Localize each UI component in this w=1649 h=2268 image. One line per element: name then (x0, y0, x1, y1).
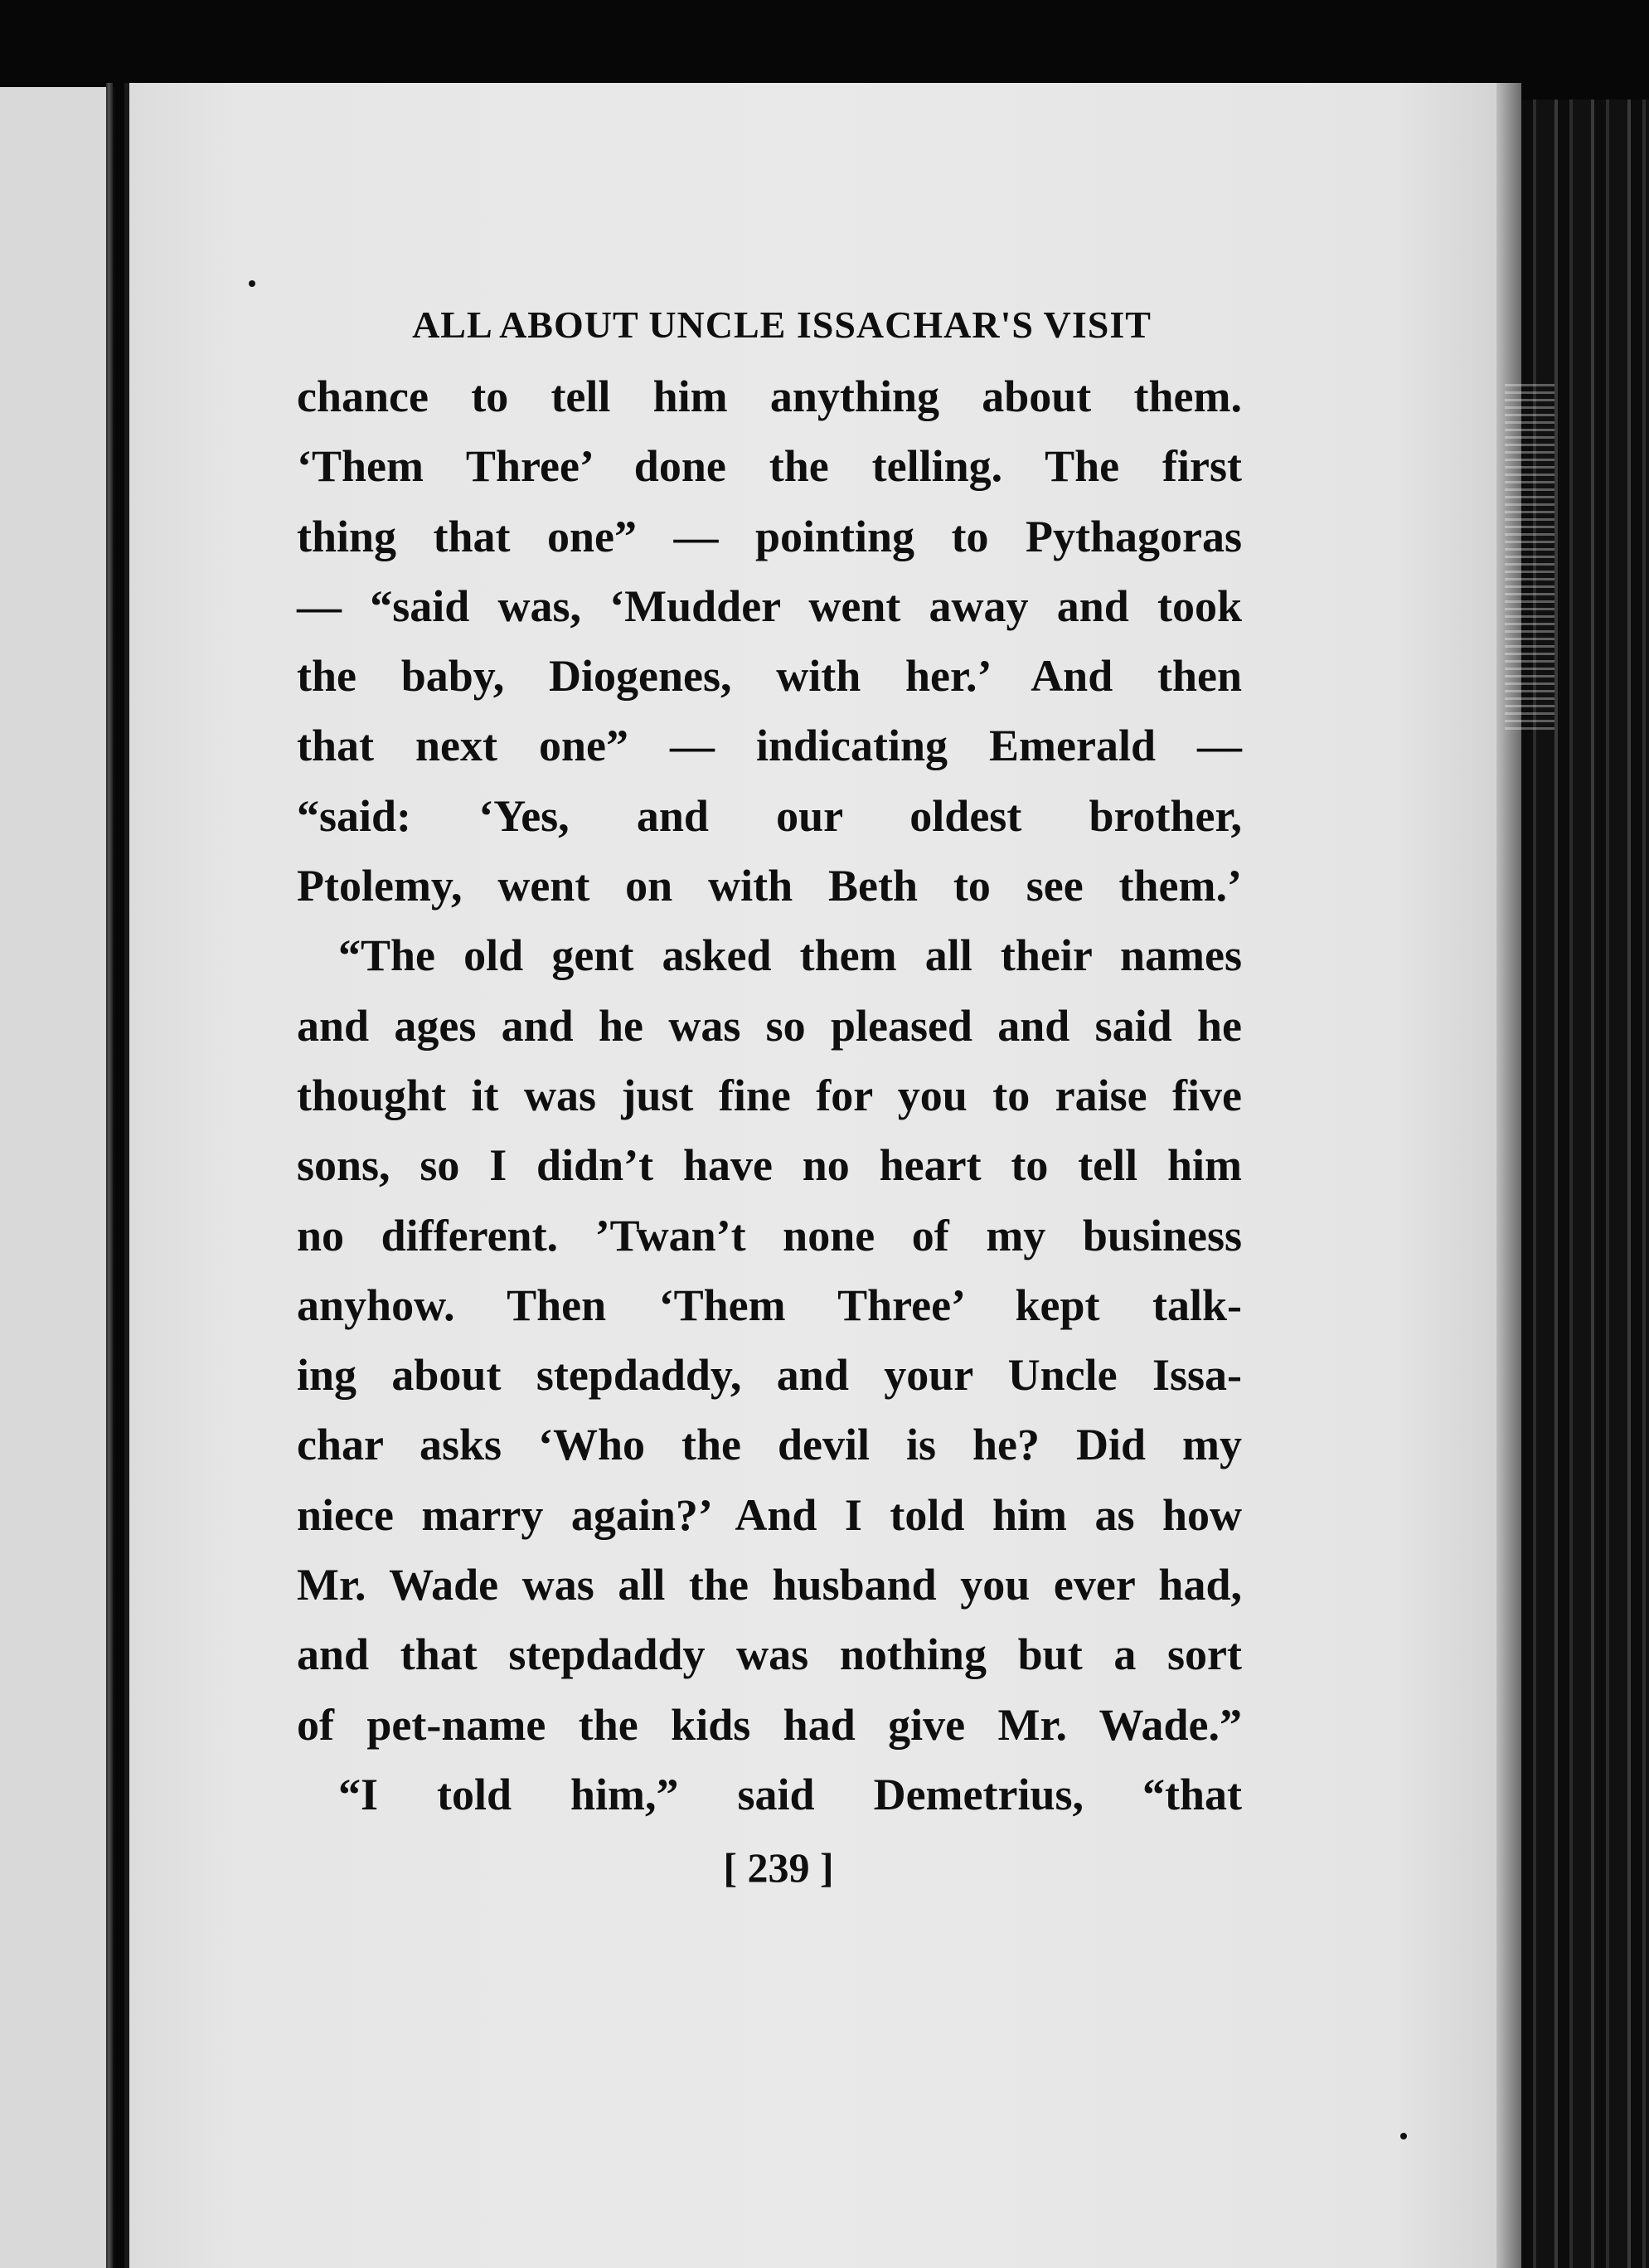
page-text (297, 289, 1242, 1901)
text-line: thought it was just fine for you to raise five (297, 1070, 1242, 1120)
text-line: no different. ’Twan’t none of my business (297, 1210, 1242, 1260)
text-line: chance to tell him anything about them. (297, 372, 1242, 421)
gutter-shadow (106, 83, 113, 2268)
text-line: and that stepdaddy was nothing but a sort (297, 1629, 1242, 1680)
text-line: Ptolemy, went on with Beth to see them.’ (297, 861, 1242, 911)
text-line: that next one” — indicating Emerald — (297, 721, 1242, 771)
text-line: of pet-name the kids had give Mr. Wade.” (297, 1699, 1242, 1750)
text-line: anyhow. Then ‘Them Three’ kept talk- (297, 1280, 1242, 1330)
text-line: ‘Them Three’ done the telling. The first (297, 441, 1242, 492)
text-line: Mr. Wade was all the husband you ever had, (297, 1560, 1242, 1610)
text-line: thing that one” — pointing to Pythagoras (297, 511, 1242, 561)
left-page-edge (0, 87, 114, 2268)
spine-wear (1505, 381, 1554, 730)
text-line: “The old gent asked them all their names (338, 930, 1242, 981)
text-line: “said: ‘Yes, and our oldest brother, (297, 790, 1242, 841)
text-line: ing about stepdaddy, and your Uncle Issa- (297, 1350, 1242, 1401)
running-head: ALL ABOUT UNCLE ISSACHAR'S VISIT (412, 304, 1152, 346)
text-line: char asks ‘Who the devil is he? Did my (297, 1420, 1242, 1470)
text-line: niece marry again?’ And I told him as how (297, 1489, 1242, 1540)
text-line: sons, so I didn’t have no heart to tell him (297, 1140, 1242, 1191)
ink-speck (249, 280, 255, 287)
page-number: [ 239 ] (723, 1844, 834, 1892)
ink-speck (1400, 2133, 1407, 2139)
text-line: “I told him,” said Demetrius, “that (338, 1769, 1242, 1819)
text-line: the baby, Diogenes, with her.’ And then (297, 651, 1242, 702)
text-line: and ages and he was so pleased and said he (297, 1000, 1242, 1051)
text-line: — “said was, ‘Mudder went away and took (297, 580, 1242, 631)
